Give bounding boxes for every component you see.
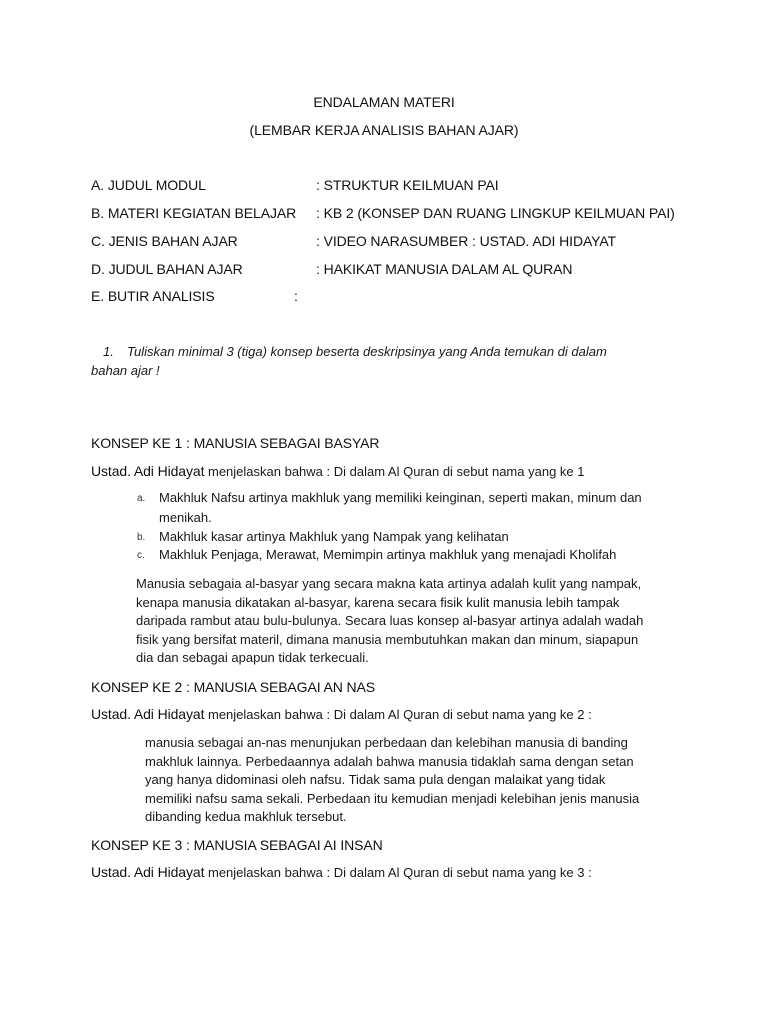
konsep-2-paragraph <box>145 734 678 827</box>
konsep-1-item-c-line-1: Makhluk Penjaga, Merawat, Memimpin artinya makhluk yang menajadi Kholifah <box>159 547 617 562</box>
konsep-2-paragraph-line: yang hanya didominasi oleh nafsu. Tidak sama pula dengan malaikat yang tidak <box>145 772 606 788</box>
question-line-1: Tuliskan minimal 3 (tiga) konsep beserta deskripsinya yang Anda temukan di dalam <box>127 344 607 359</box>
konsep-1-paragraph-line: daripada rambut atau bulu-bulunya. Secara luas konsep al-basyar artinya adalah wadah <box>136 613 644 629</box>
info-value-butir-analisis: : <box>294 288 298 304</box>
konsep-3-speaker: Ustad. Adi Hidayat <box>91 864 205 880</box>
konsep-1-item-a-line-2: menikah. <box>159 510 212 525</box>
konsep-1-paragraph-line: fisik yang bersifat materil, dimana manusia membutuhkan makan dan minum, siapapun <box>136 631 639 647</box>
konsep-1-intro <box>91 463 584 481</box>
konsep-1-item-a-marker: a. <box>137 493 146 504</box>
konsep-2-paragraph-line: memiliki nafsu sama sekali. Perbedaan itu kemudian menjadi kelebihan jenis manusia <box>145 790 640 806</box>
konsep-2-intro-text: menjelaskan bahwa : Di dalam Al Quran di sebut nama yang ke 2 : <box>204 707 592 722</box>
konsep-1-item-b-line-1: Makhluk kasar artinya Makhluk yang Nampak yang kelihatan <box>159 529 509 544</box>
info-label-judul-modul: A. JUDUL MODUL <box>91 177 206 193</box>
konsep-3-heading: KONSEP KE 3 : MANUSIA SEBAGAI AI INSAN <box>91 837 383 853</box>
konsep-1-paragraph <box>136 575 676 668</box>
info-value-judul-bahan: : HAKIKAT MANUSIA DALAM AL QURAN <box>316 261 573 277</box>
info-value-materi-kegiatan: : KB 2 (KONSEP DAN RUANG LINGKUP KEILMUAN PAI) <box>316 205 675 221</box>
konsep-1-item-a-line-1: Makhluk Nafsu artinya makhluk yang memiliki keinginan, seperti makan, minum dan <box>159 490 642 505</box>
konsep-1-speaker: Ustad. Adi Hidayat <box>91 463 205 479</box>
konsep-1-heading: KONSEP KE 1 : MANUSIA SEBAGAI BASYAR <box>91 435 380 451</box>
konsep-1-paragraph-line: Manusia sebagaia al-basyar yang secara makna kata artinya adalah kulit yang nampak, <box>136 576 642 591</box>
konsep-2-speaker: Ustad. Adi Hidayat <box>91 706 205 722</box>
konsep-3-intro-text: menjelaskan bahwa : Di dalam Al Quran di sebut nama yang ke 3 : <box>204 865 592 880</box>
info-label-materi-kegiatan: B. MATERI KEGIATAN BELAJAR <box>91 205 297 221</box>
konsep-1-item-c-marker: c. <box>137 550 145 561</box>
page-subtitle: (LEMBAR KERJA ANALISIS BAHAN AJAR) <box>249 122 519 138</box>
konsep-1-intro-text: menjelaskan bahwa : Di dalam Al Quran di sebut nama yang ke 1 <box>204 464 585 479</box>
konsep-2-paragraph-line: makhluk lainnya. Perbedaannya adalah bahwa manusia tidaklah sama dengan setan <box>145 753 634 769</box>
info-label-butir-analisis: E. BUTIR ANALISIS <box>91 288 215 304</box>
konsep-2-paragraph-line: dibanding kedua makhluk tersebut. <box>145 809 347 825</box>
info-value-jenis-bahan: : VIDEO NARASUMBER : USTAD. ADI HIDAYAT <box>316 233 616 249</box>
konsep-2-intro <box>91 706 592 724</box>
konsep-1-paragraph-line: kenapa manusia dikatakan al-basyar, karena secara fisik kulit manusia lebih tampak <box>136 594 620 610</box>
info-label-judul-bahan: D. JUDUL BAHAN AJAR <box>91 261 243 277</box>
konsep-1-paragraph-line: dia dan sebagai apapun tidak terkecuali. <box>136 650 369 666</box>
konsep-2-paragraph-line: manusia sebagai an-nas menunjukan perbedaan dan kelebihan manusia di banding <box>145 735 628 750</box>
page-title: ENDALAMAN MATERI <box>313 94 455 110</box>
konsep-2-heading: KONSEP KE 2 : MANUSIA SEBAGAI AN NAS <box>91 679 376 695</box>
info-label-jenis-bahan: C. JENIS BAHAN AJAR <box>91 233 238 249</box>
info-value-judul-modul: : STRUKTUR KEILMUAN PAI <box>316 177 499 193</box>
question-line-2: bahan ajar ! <box>91 363 160 378</box>
question-number: 1. <box>103 344 114 359</box>
konsep-1-item-b-marker: b. <box>137 532 146 543</box>
konsep-3-intro <box>91 864 592 882</box>
